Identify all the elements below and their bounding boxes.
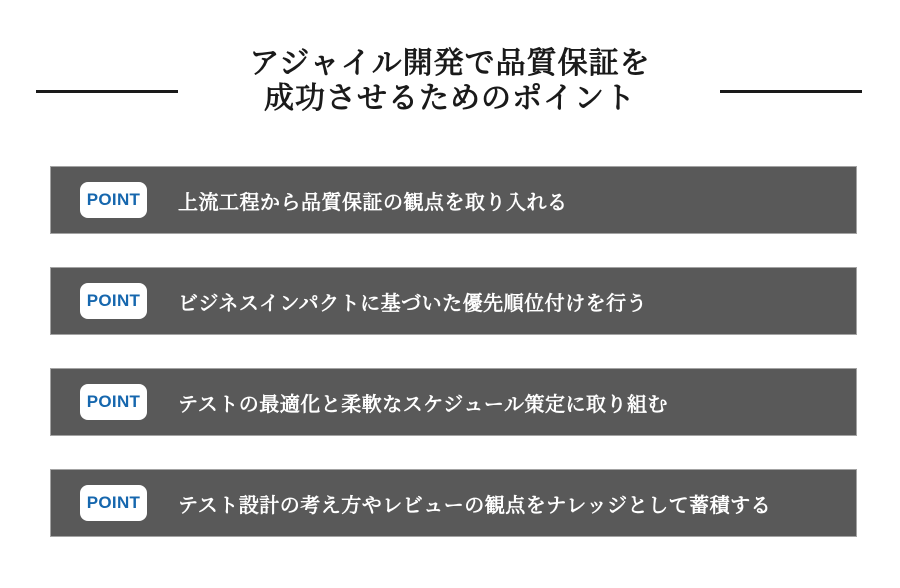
point-text: 上流工程から品質保証の観点を取り入れる (178, 191, 568, 214)
page-title (0, 46, 900, 116)
point-text: ビジネスインパクトに基づいた優先順位付けを行う (178, 292, 648, 315)
point-row (50, 368, 857, 436)
page-title-line-2: 成功させるためのポイント (264, 82, 636, 115)
point-badge: POINT (80, 485, 147, 521)
point-list (50, 166, 857, 570)
page-title-line-1: アジャイル開発で品質保証を (249, 47, 651, 80)
point-badge: POINT (80, 182, 147, 218)
point-badge: POINT (80, 384, 147, 420)
point-row (50, 469, 857, 537)
point-row (50, 267, 857, 335)
point-row (50, 166, 857, 234)
point-text: テストの最適化と柔軟なスケジュール策定に取り組む (178, 393, 668, 416)
point-badge: POINT (80, 283, 147, 319)
point-text: テスト設計の考え方やレビューの観点をナレッジとして蓄積する (178, 494, 772, 517)
